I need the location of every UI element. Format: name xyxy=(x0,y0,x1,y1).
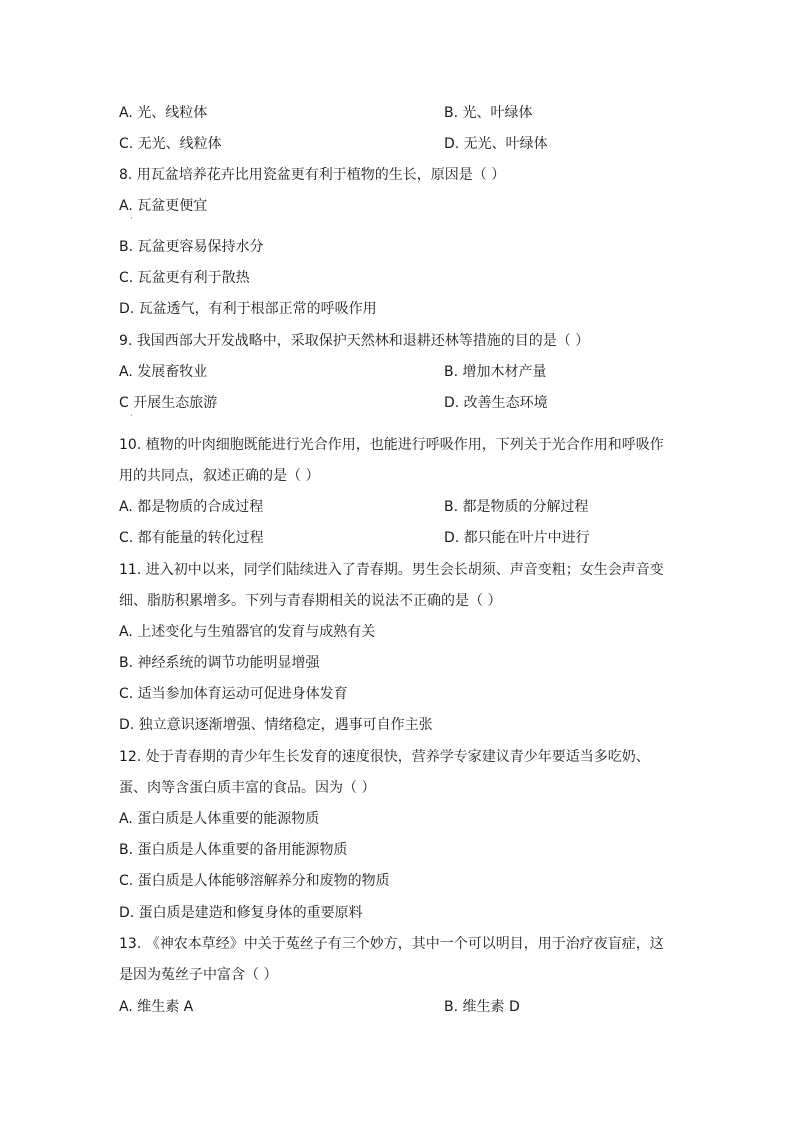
question-12-option-c: C. 蛋白质是人体能够溶解养分和废物的物质 xyxy=(119,873,390,889)
stray-mark: · xyxy=(130,214,133,223)
option-d: D. 无光、叶绿体 xyxy=(444,136,548,152)
question-10-option-a: A. 都是物质的合成过程 xyxy=(119,499,264,515)
question-12-option-a: A. 蛋白质是人体重要的能源物质 xyxy=(119,811,320,827)
question-10-option-c: C. 都有能量的转化过程 xyxy=(119,530,264,546)
question-11-stem-line2: 细、脂肪积累增多。下列与青春期相关的说法不正确的是（ ） xyxy=(119,593,502,609)
question-10-option-d: D. 都只能在叶片中进行 xyxy=(444,530,590,546)
question-10-stem-line1: 10. 植物的叶肉细胞既能进行光合作用，也能进行呼吸作用，下列关于光合作用和呼吸作 xyxy=(119,437,664,453)
question-12-stem-line2: 蛋、肉等含蛋白质丰富的食品。因为（ ） xyxy=(119,780,376,796)
question-9-option-b: B. 增加木材产量 xyxy=(444,364,547,380)
question-13-option-b: B. 维生素 D xyxy=(444,999,520,1015)
question-9-option-a: A. 发展畜牧业 xyxy=(119,364,208,380)
question-8-option-a: A. 瓦盆更便宜 xyxy=(119,198,208,214)
question-11-option-c: C. 适当参加体育运动可促进身体发育 xyxy=(119,686,348,702)
question-10-option-b: B. 都是物质的分解过程 xyxy=(444,499,589,515)
question-12-option-b: B. 蛋白质是人体重要的备用能源物质 xyxy=(119,842,348,858)
question-13-stem-line2: 是因为菟丝子中富含（ ） xyxy=(119,967,278,983)
stray-mark: · xyxy=(130,411,133,420)
option-b: B. 光、叶绿体 xyxy=(444,105,533,121)
question-12-option-d: D. 蛋白质是建造和修复身体的重要原料 xyxy=(119,905,363,921)
question-12-stem-line1: 12. 处于青春期的青少年生长发育的速度很快，营养学专家建议青少年要适当多吃奶、 xyxy=(119,749,650,765)
question-9-stem: 9. 我国西部大开发战略中，采取保护天然林和退耕还林等措施的目的是（ ） xyxy=(119,333,590,349)
question-9-option-c: C 开展生态旅游 xyxy=(119,395,218,411)
question-8-option-d: D. 瓦盆透气，有利于根部正常的呼吸作用 xyxy=(119,301,377,317)
question-9-option-d: D. 改善生态环境 xyxy=(444,395,548,411)
question-11-stem-line1: 11. 进入初中以来，同学们陆续进入了青春期。男生会长胡须、声音变粗；女生会声音变 xyxy=(119,562,664,578)
question-8-option-c: C. 瓦盆更有利于散热 xyxy=(119,270,250,286)
question-8-option-b: B. 瓦盆更容易保持水分 xyxy=(119,239,264,255)
question-13-stem-line1: 13. 《神农本草经》中关于菟丝子有三个妙方，其中一个可以明目，用于治疗夜盲症，这 xyxy=(119,936,664,952)
question-11-option-a: A. 上述变化与生殖器官的发育与成熟有关 xyxy=(119,624,376,640)
option-c: C. 无光、线粒体 xyxy=(119,136,222,152)
question-11-option-b: B. 神经系统的调节功能明显增强 xyxy=(119,655,320,671)
option-a: A. 光、线粒体 xyxy=(119,105,208,121)
question-10-stem-line2: 用的共同点，叙述正确的是（ ） xyxy=(119,468,320,484)
question-13-option-a: A. 维生素 A xyxy=(119,999,194,1015)
question-11-option-d: D. 独立意识逐渐增强、情绪稳定，遇事可自作主张 xyxy=(119,717,433,733)
question-8-stem: 8. 用瓦盆培养花卉比用瓷盆更有利于植物的生长，原因是（ ） xyxy=(119,167,506,183)
